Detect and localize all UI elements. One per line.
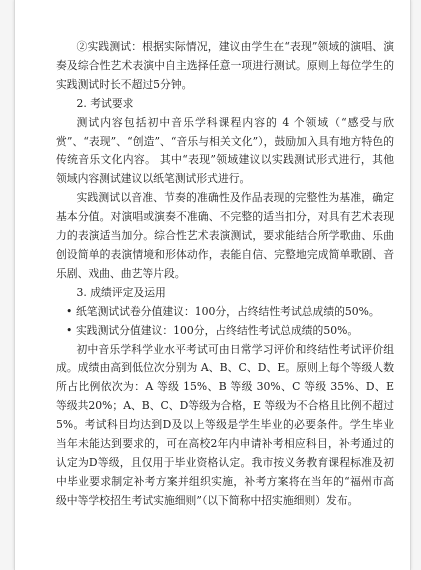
bullet-text: 纸笔测试试卷分值建议：100分，占终结性考试总成绩的50%。 bbox=[76, 304, 380, 318]
paragraph-grade-levels: 初中音乐学科学业水平考试可由日常学习评价和终结性考试评价组成。成绩由高到低位次分别为 A、B、C、D、E。原则上每个等级人数所占比例依次为：A 等级 15%、B 等级 30%、C 等级 35%、D、E 等级共20%；A、B、C、D等级为合格，E 等级为不合格且比例不超过5%。考试科目均达到D及以上等级是学生毕业的必要条件。学生毕业当年未能达到要求的，可在高校2年内申请补考相应科目，补考通过的认定为D等级，且仅用于毕业资格认定。我市按义务教育课程标准及初中毕业要求制定补考方案并组织实施，补考方案将在当年的“福州市高级中等学校招生考试实施细则”（以下简称中招实施细则）发布。 bbox=[56, 342, 394, 507]
bullet-dot-icon: • bbox=[66, 304, 73, 318]
paragraph-test-criteria: 实践测试以音准、节奏的准确性及作品表现的完整性为基准，确定基本分值。对演唱或演奏不准确、不完整的适当扣分，对具有艺术表现力的表演适当加分。综合性艺术表演测试，要求能结合所学歌曲、乐曲创设简单的表演情境和形体动作，表能自信、完整地完成简单歌剧、音乐剧、戏曲、曲艺等片段。 bbox=[56, 191, 394, 280]
bullet-text: 实践测试分值建议：100分，占终结性考试总成绩的50%。 bbox=[76, 323, 359, 337]
document-body bbox=[56, 38, 394, 511]
bullet-dot-icon: • bbox=[66, 323, 73, 337]
heading-exam-requirements: 2. 考试要求 bbox=[76, 96, 134, 110]
paragraph-practice-test: ②实践测试：根据实际情况，建议由学生在“表现”领域的演唱、演奏及综合性艺术表演中自主选择任意一项进行测试。原则上每位学生的实践测试时长不超过5分钟。 bbox=[56, 40, 394, 91]
document-page bbox=[14, 0, 411, 570]
paragraph-test-content: 测试内容包括初中音乐学科课程内容的 4 个领域（“感受与欣赏”、“表现”、“创造”、“音乐与相关文化”），鼓励加入具有地方特色的传统音乐文化内容。 其中“表现”领域建议以实践测试形式进行，其他领域内容测试建议以纸笔测试形式进行。 bbox=[56, 115, 394, 186]
bullet-paper-test bbox=[56, 303, 394, 322]
heading-grading: 3. 成绩评定及运用 bbox=[76, 285, 166, 299]
bullet-practice-test bbox=[56, 322, 394, 341]
